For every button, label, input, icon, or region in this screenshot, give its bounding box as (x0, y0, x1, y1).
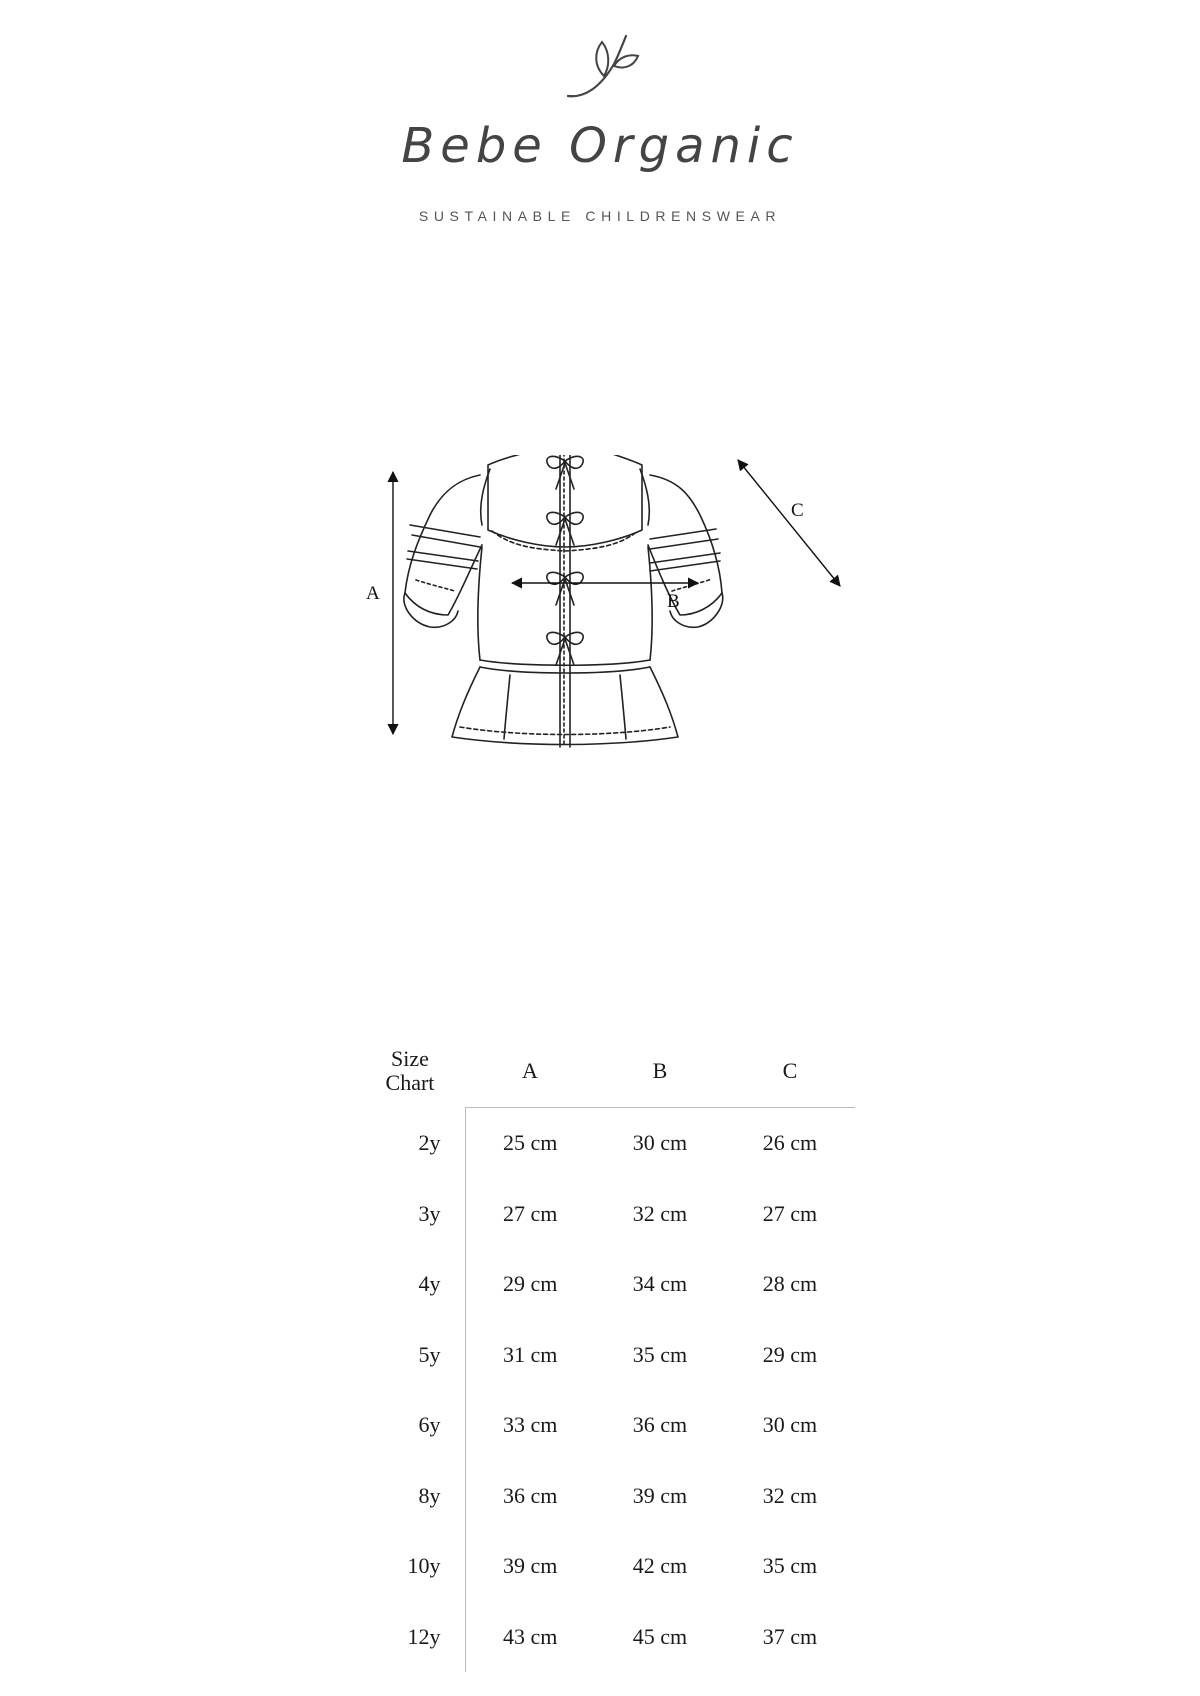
measurement-b: 45 cm (632, 1623, 688, 1649)
corner-line-1: Size (391, 1046, 429, 1072)
measurement-a: 29 cm (503, 1271, 558, 1297)
measurement-b: 42 cm (632, 1553, 688, 1579)
measurement-c: 29 cm (762, 1341, 818, 1367)
size-label: 4y (365, 1249, 465, 1320)
table-row (365, 1179, 855, 1250)
measurement-b: 39 cm (632, 1482, 688, 1508)
measurement-a: 27 cm (503, 1200, 558, 1226)
measurement-b: 30 cm (632, 1130, 688, 1156)
measurement-c: 28 cm (762, 1271, 818, 1297)
table-row (365, 1390, 855, 1461)
brand-tagline: SUSTAINABLE CHILDRENSWEAR (418, 208, 782, 224)
size-label: 2y (365, 1108, 465, 1179)
garment-diagram (360, 455, 840, 759)
measurement-c: 35 cm (762, 1553, 818, 1579)
size-label: 6y (365, 1390, 465, 1461)
dimension-label-a: A (366, 583, 380, 604)
size-label: 8y (365, 1461, 465, 1532)
measurement-c: 30 cm (762, 1412, 818, 1438)
measurement-arrows (0, 0, 1200, 800)
table-row (365, 1602, 855, 1673)
measurement-c: 32 cm (762, 1482, 818, 1508)
column-header-c: C (725, 1035, 855, 1108)
table-row (365, 1320, 855, 1391)
measurement-c: 37 cm (762, 1623, 818, 1649)
table-row (365, 1108, 855, 1179)
size-chart-corner-label (365, 1035, 465, 1108)
corner-line-2: Chart (385, 1070, 435, 1096)
dimension-label-c: C (791, 500, 804, 521)
measurement-b: 32 cm (632, 1200, 688, 1226)
measurement-a: 31 cm (503, 1341, 558, 1367)
measurement-b: 36 cm (632, 1412, 688, 1438)
table-row (365, 1531, 855, 1602)
table-row (365, 1461, 855, 1532)
size-chart-header-row (365, 1035, 855, 1108)
dimension-label-b: B (667, 591, 680, 612)
size-label: 3y (365, 1179, 465, 1250)
measurement-b: 35 cm (632, 1341, 688, 1367)
size-label: 5y (365, 1320, 465, 1391)
measurement-c: 27 cm (762, 1200, 818, 1226)
brand-name: Bebe Organic (401, 118, 799, 174)
measurement-a: 39 cm (503, 1553, 558, 1579)
measurement-a: 43 cm (503, 1623, 558, 1649)
measurement-a: 33 cm (503, 1412, 558, 1438)
measurement-a: 25 cm (503, 1130, 558, 1156)
size-label: 12y (365, 1602, 465, 1673)
measurement-c: 26 cm (762, 1130, 818, 1156)
size-label: 10y (365, 1531, 465, 1602)
table-row (365, 1249, 855, 1320)
measurement-b: 34 cm (632, 1271, 688, 1297)
column-header-b: B (595, 1035, 725, 1108)
measurement-a: 36 cm (503, 1482, 558, 1508)
size-chart-table (365, 1035, 855, 1672)
column-header-a: A (465, 1035, 595, 1108)
